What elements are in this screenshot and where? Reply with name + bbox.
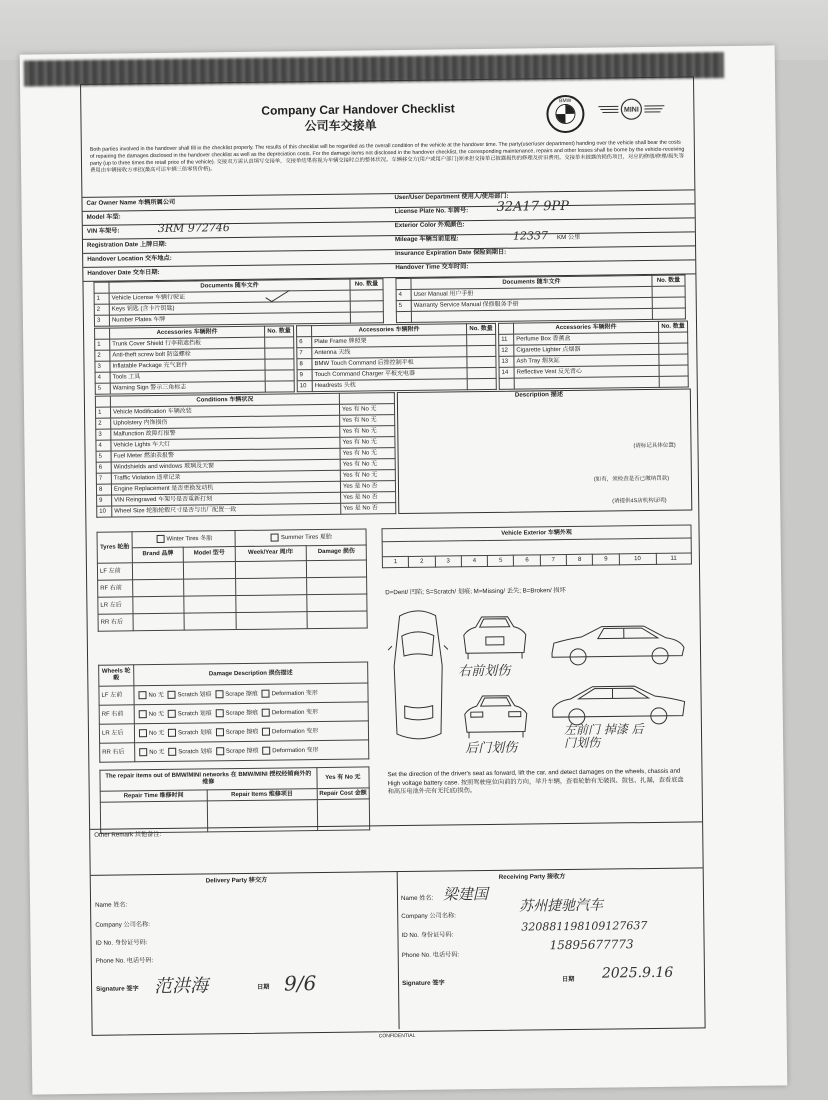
time-label: Handover Time 交车时间:: [395, 263, 469, 272]
plate-value: 32A17 9PP: [496, 198, 570, 215]
table-row: 10 Wheel Size 轮胎轮毂尺寸是否与出厂配置一致 Yes 是 No 否: [97, 503, 396, 518]
receiving-signature-label: Signature 签字: [402, 979, 445, 988]
bmw-logo: BMW: [546, 95, 584, 133]
description-box: [397, 388, 692, 514]
table-row: 9 VIN Reingraved 车架号是否重新打刻 Yes 是 No 否: [97, 492, 396, 507]
exterior-table: Vehicle Exterior 车辆外观 1 2 3 4 5 6 7 8 9 10 11: [381, 524, 691, 568]
summer-checkbox[interactable]: [271, 534, 279, 542]
receiving-name-label: Name 姓名:: [400, 894, 434, 903]
table-row: 9 Touch Command Charger 平板充电器: [297, 367, 496, 380]
table-row: 7 Traffic Violation 违章记录 Yes 有 No 无: [96, 470, 395, 485]
receiving-phone: 15895677773: [549, 937, 634, 953]
table-row: 8 Engine Replacement 是否更换发动机 Yes 是 No 否: [96, 481, 395, 496]
handwriting-front: 右前划伤: [458, 663, 511, 680]
note-3: (请提供4S店机构证明): [612, 497, 667, 505]
table-row: 13 Ash Tray 烟灰缸: [499, 354, 688, 367]
documents-right-table: Documents 随车文件 No. 数量 4 User Manual 用户手册 5 Warranty Service Manual 保修服务手册: [395, 275, 686, 324]
title-en: Company Car Handover Checklist: [261, 101, 455, 118]
receiving-id-label: ID No. 身份证号码:: [401, 931, 454, 940]
handwriting-rear: 后门划伤: [465, 740, 518, 757]
repair-table: The repair items out of BMW/MINI networks 在 BMW/MINI 授权经销商外的维修 Yes 有 No 无 Repair Time 维修时间 Repair Items 维修项目 Repair Cost 金额: [99, 766, 370, 833]
table-row: 7 Antenna 天线: [297, 345, 496, 358]
table-row: 1 Trunk Cover Shield 行李箱遮挡板: [95, 337, 294, 350]
plate-label: License Plate No. 车牌号:: [394, 207, 469, 216]
scrape-checkbox[interactable]: [216, 747, 224, 755]
mini-logo: [596, 98, 666, 121]
note-2: (如有，须检查是否已缴纳罚款): [593, 475, 670, 483]
deformation-checkbox[interactable]: [262, 709, 270, 717]
receiving-name: 梁建国: [442, 884, 489, 904]
table-row: 2 Upholstery 内饰损伤 Yes 有 No 无: [96, 415, 395, 430]
delivery-name-label: Name 姓名:: [95, 901, 128, 909]
car-front-view: [460, 612, 531, 661]
footer-confidential: CONFIDENTIAL: [378, 1032, 416, 1040]
table-row: 4 User Manual 用户手册: [396, 286, 685, 301]
table-row: 3 Number Plates 车牌: [94, 312, 383, 327]
car-rear-view: [460, 691, 531, 740]
table-row: 14 Reflective Vest 反光背心: [499, 365, 688, 378]
table-row: 4 Vehicle Lights 车大灯 Yes 有 No 无: [96, 437, 395, 452]
table-row: 1 Vehicle Modification 车辆改装 Yes 有 No 无: [95, 404, 394, 419]
no-checkbox[interactable]: [138, 691, 146, 699]
wheels-table: Wheels 轮毂 Damage Description 损伤描述 LF 左前 No 无 Scratch 划痕 Scrape 擦痕 Deformation 变形 RF 右前 No 无 Scratch 划痕 Scrape 擦痕 Deformation 变形 LR 左后 No 无 Scratch 划痕 Scrape 擦痕 Deformation 变形 RR 右后 No 无 Scratch 划痕 Scrape 擦痕 Deformation 变形: [98, 661, 369, 762]
accessories-table-3: Accessories 车辆附件 No. 数量 11 Perfume Box 香薰盒 12 Cigarette Lighter 点烟器 13 Ash Tray 烟灰缸 14 Reflective Vest 反光背心: [498, 321, 689, 390]
scratch-checkbox[interactable]: [168, 710, 176, 718]
car-top-view: [387, 605, 449, 746]
table-row: RF 右前: [98, 577, 367, 597]
deformation-checkbox[interactable]: [262, 728, 270, 736]
mileage-unit: KM 公里: [556, 233, 581, 242]
table-row: 4 Tools 工具: [95, 370, 294, 383]
description-head: Description 描述: [514, 391, 564, 399]
title-cn: 公司车交接单: [304, 118, 377, 134]
receiving-date-label: 日期: [561, 975, 575, 984]
scratch-checkbox[interactable]: [167, 691, 175, 699]
no-checkbox[interactable]: [139, 748, 147, 756]
table-row: 5 Warranty Service Manual 保修服务手册: [396, 297, 685, 312]
vin-label: VIN 车架号:: [86, 227, 120, 235]
table-row: 5 Fuel Meter 燃油表报警 Yes 有 No 无: [96, 448, 395, 463]
damage-legend: D=Dent/ 凹陷; S=Scratch/ 划痕; M=Missing/ 丢失; B=Broken/ 损坏: [385, 587, 566, 597]
scrape-checkbox[interactable]: [215, 709, 223, 717]
delivery-date-label: 日期: [257, 983, 270, 991]
no-checkbox[interactable]: [139, 729, 147, 737]
table-row: 6 Plate Frame 牌照架: [297, 334, 496, 347]
receiving-head: Receiving Party 接收方: [498, 873, 566, 881]
model-label: Model 车型:: [86, 213, 121, 221]
delivery-company-label: Company 公司名称:: [95, 921, 151, 929]
exterior-note: Set the direction of the driver's seat as forward, lift the car, and detect damages on the wheels, chassis and High voltage battery case. 按照驾驶座位向前的方向，举升车辆，查看轮胎有无破损、鼓包、扎漏，查看底盘和高压电池外壳有无托底/损伤。: [387, 767, 684, 796]
reg-label: Registration Date 上牌日期:: [86, 240, 167, 249]
receiving-date: 2025.9.16: [601, 964, 674, 982]
table-row: 3 Malfunction 故障灯报警 Yes 有 No 无: [96, 426, 395, 441]
conditions-table: Conditions 车辆状况 1 Vehicle Modification 车辆改装 Yes 有 No 无 2 Upholstery 内饰损伤 Yes 有 No 无 3 Malfunction 故障灯报警 Yes 有 No 无 4 Vehicle Lights 车大灯 Yes 有 No 无 5 Fuel Meter 燃油表报警 Yes 有 No 无 6 Windshields and windows 玻璃及天窗 Yes 有 No 无 7 Traffic Violation 违章记录 Yes 有 No 无 8 Engine Replacement 是否更换发动机 Yes 是 No 否 9 VIN Reingraved 车架号是否重新打刻 Yes 是 No 否 10 Wheel Size 轮胎轮毂尺寸是否与出厂配置一致 Yes 是 No 否: [95, 392, 396, 518]
deformation-checkbox[interactable]: [262, 690, 270, 698]
table-row: 2 Anti-theft screw bolt 防盗螺栓: [95, 348, 294, 361]
accessories-table-2: Accessories 车辆附件 No. 数量 6 Plate Frame 牌照架 7 Antenna 天线 8 BMW Touch Command 后排控制平板 9 Touch Command Charger 平板充电器 10 Headrests 头枕: [296, 323, 497, 392]
table-row: RR 右后 No 无 Scratch 划痕 Scrape 擦痕 Deformation 变形: [100, 740, 369, 762]
table-row: 1 Vehicle License 车辆行驶证: [94, 290, 383, 305]
table-row: 6 Windshields and windows 玻璃及天窗 Yes 有 No 无: [96, 459, 395, 474]
table-row: 12 Cigarette Lighter 点烟器: [499, 343, 688, 356]
scratch-checkbox[interactable]: [168, 748, 176, 756]
note-1: (请标记具体位置): [633, 442, 676, 450]
accessories-table-1: Accessories 车辆附件 No. 数量 1 Trunk Cover Shield 行李箱遮挡板 2 Anti-theft screw bolt 防盗螺栓 3 Inflatable Package 充气套件 4 Tools 工具 5 Warning Sign 警示三角标志: [94, 325, 295, 394]
intro-text: Both parties involved in the handover shall fill in the checklist properly. The results of this checklist will be regarded as the overall condition of the vehicle at the handover time. The party(user/user department) handing over the vehicle shall bear the costs of repairing the damages disclosed in the handover checklist as well as the depreciation costs. For the damage items not disclosed in the handover checklist, the corresponding maintenance, repairs and other losses shall be borne by the vehicle-receiving party (up to three times the retail price of the vehicle). 交接双方需认真填写交接单，交接单结果将视为车辆交接时点的整体状况。车辆移交方(用户或用户部门)须承担交接单已披露损伤的修理及折旧费用。交接单未披露的损伤项目，对应的修缮/修理/损失等费用由车辆接收方承担(最高可达车辆三倍零售价格)。: [89, 139, 685, 175]
user-label: User/User Department 使用人/使用部门:: [394, 192, 509, 202]
table-row: RR 右后: [98, 611, 367, 631]
check-mark-icon: [264, 289, 294, 303]
delivery-phone-label: Phone No. 电话号码:: [95, 957, 154, 965]
handwriting-side: 左前门 掉漆 后门划伤: [563, 722, 644, 751]
receiving-id: 320881198109127637: [521, 919, 648, 934]
table-row: 8 BMW Touch Command 后排控制平板: [297, 356, 496, 369]
table-row: LF 左前 No 无 Scratch 划痕 Scrape 擦痕 Deformation 变形: [99, 683, 368, 705]
delivery-date: 9/6: [283, 971, 317, 996]
delivery-head: Delivery Party 移交方: [205, 876, 268, 885]
table-row: 5 Warning Sign 警示三角标志: [95, 381, 294, 394]
delivery-id-label: ID No. 身份证号码:: [95, 939, 148, 947]
delivery-signature-label: Signature 签字: [96, 985, 139, 993]
winter-checkbox[interactable]: [156, 535, 164, 543]
owner-label: Car Owner Name 车辆所属公司: [86, 198, 176, 207]
tyres-table: Tyres 轮胎 Winter Tires 冬胎 Summer Tires 夏胎 Brand 品牌 Model 型号 Week/Year 周/年 Damage 损伤 LF 左前 RF 右前 LR 左后 RR 右后: [97, 528, 368, 631]
mileage-label: Mileage 车辆当前里程:: [394, 235, 459, 244]
table-row: 11 Perfume Box 香薰盒: [499, 332, 688, 345]
no-checkbox[interactable]: [139, 710, 147, 718]
table-row: LR 左后 No 无 Scratch 划痕 Scrape 擦痕 Deformation 变形: [99, 721, 368, 743]
receiving-phone-label: Phone No. 电话号码:: [401, 951, 460, 960]
receiving-company-label: Company 公司名称:: [401, 912, 456, 921]
table-row: 3 Inflatable Package 充气套件: [95, 359, 294, 372]
insurance-label: Insurance Expiration Date 保险到期日:: [395, 248, 507, 258]
table-row: 1 2 3 4 5 6 7 8 9 10 11: [382, 553, 691, 568]
vin-value: 3RM 972746: [157, 221, 230, 235]
color-label: Exterior Color 外观颜色:: [394, 221, 465, 230]
scrape-checkbox[interactable]: [216, 728, 224, 736]
receiving-company: 苏州捷驰汽车: [519, 897, 604, 915]
table-row: 2 Keys 钥匙 (含卡片钥匙): [94, 301, 383, 316]
other-remark: Other Remark 其他备注:: [94, 830, 162, 839]
deformation-checkbox[interactable]: [262, 747, 270, 755]
table-row: LR 左后: [98, 594, 367, 614]
delivery-signature: 范洪海: [153, 975, 209, 998]
scratch-checkbox[interactable]: [168, 729, 176, 737]
documents-left-table: Documents 随车文件 No. 数量 1 Vehicle License 车辆行驶证 2 Keys 钥匙 (含卡片钥匙) 3 Number Plates 车牌: [93, 278, 384, 327]
loc-label: Handover Location 交车地点:: [87, 254, 172, 263]
car-left-side-view: [548, 618, 689, 670]
handover-form: [80, 76, 706, 1035]
date-label: Handover Date 交车日期:: [87, 268, 160, 277]
document-page: [20, 45, 788, 1094]
scrape-checkbox[interactable]: [215, 690, 223, 698]
table-row: 10 Headrests 头枕: [297, 378, 496, 391]
svg-text:MINI: MINI: [623, 106, 639, 114]
mileage-value: 12337: [512, 229, 549, 243]
table-row: RF 右前 No 无 Scratch 划痕 Scrape 擦痕 Deformation 变形: [99, 702, 368, 724]
table-row: LF 左前: [97, 560, 366, 580]
